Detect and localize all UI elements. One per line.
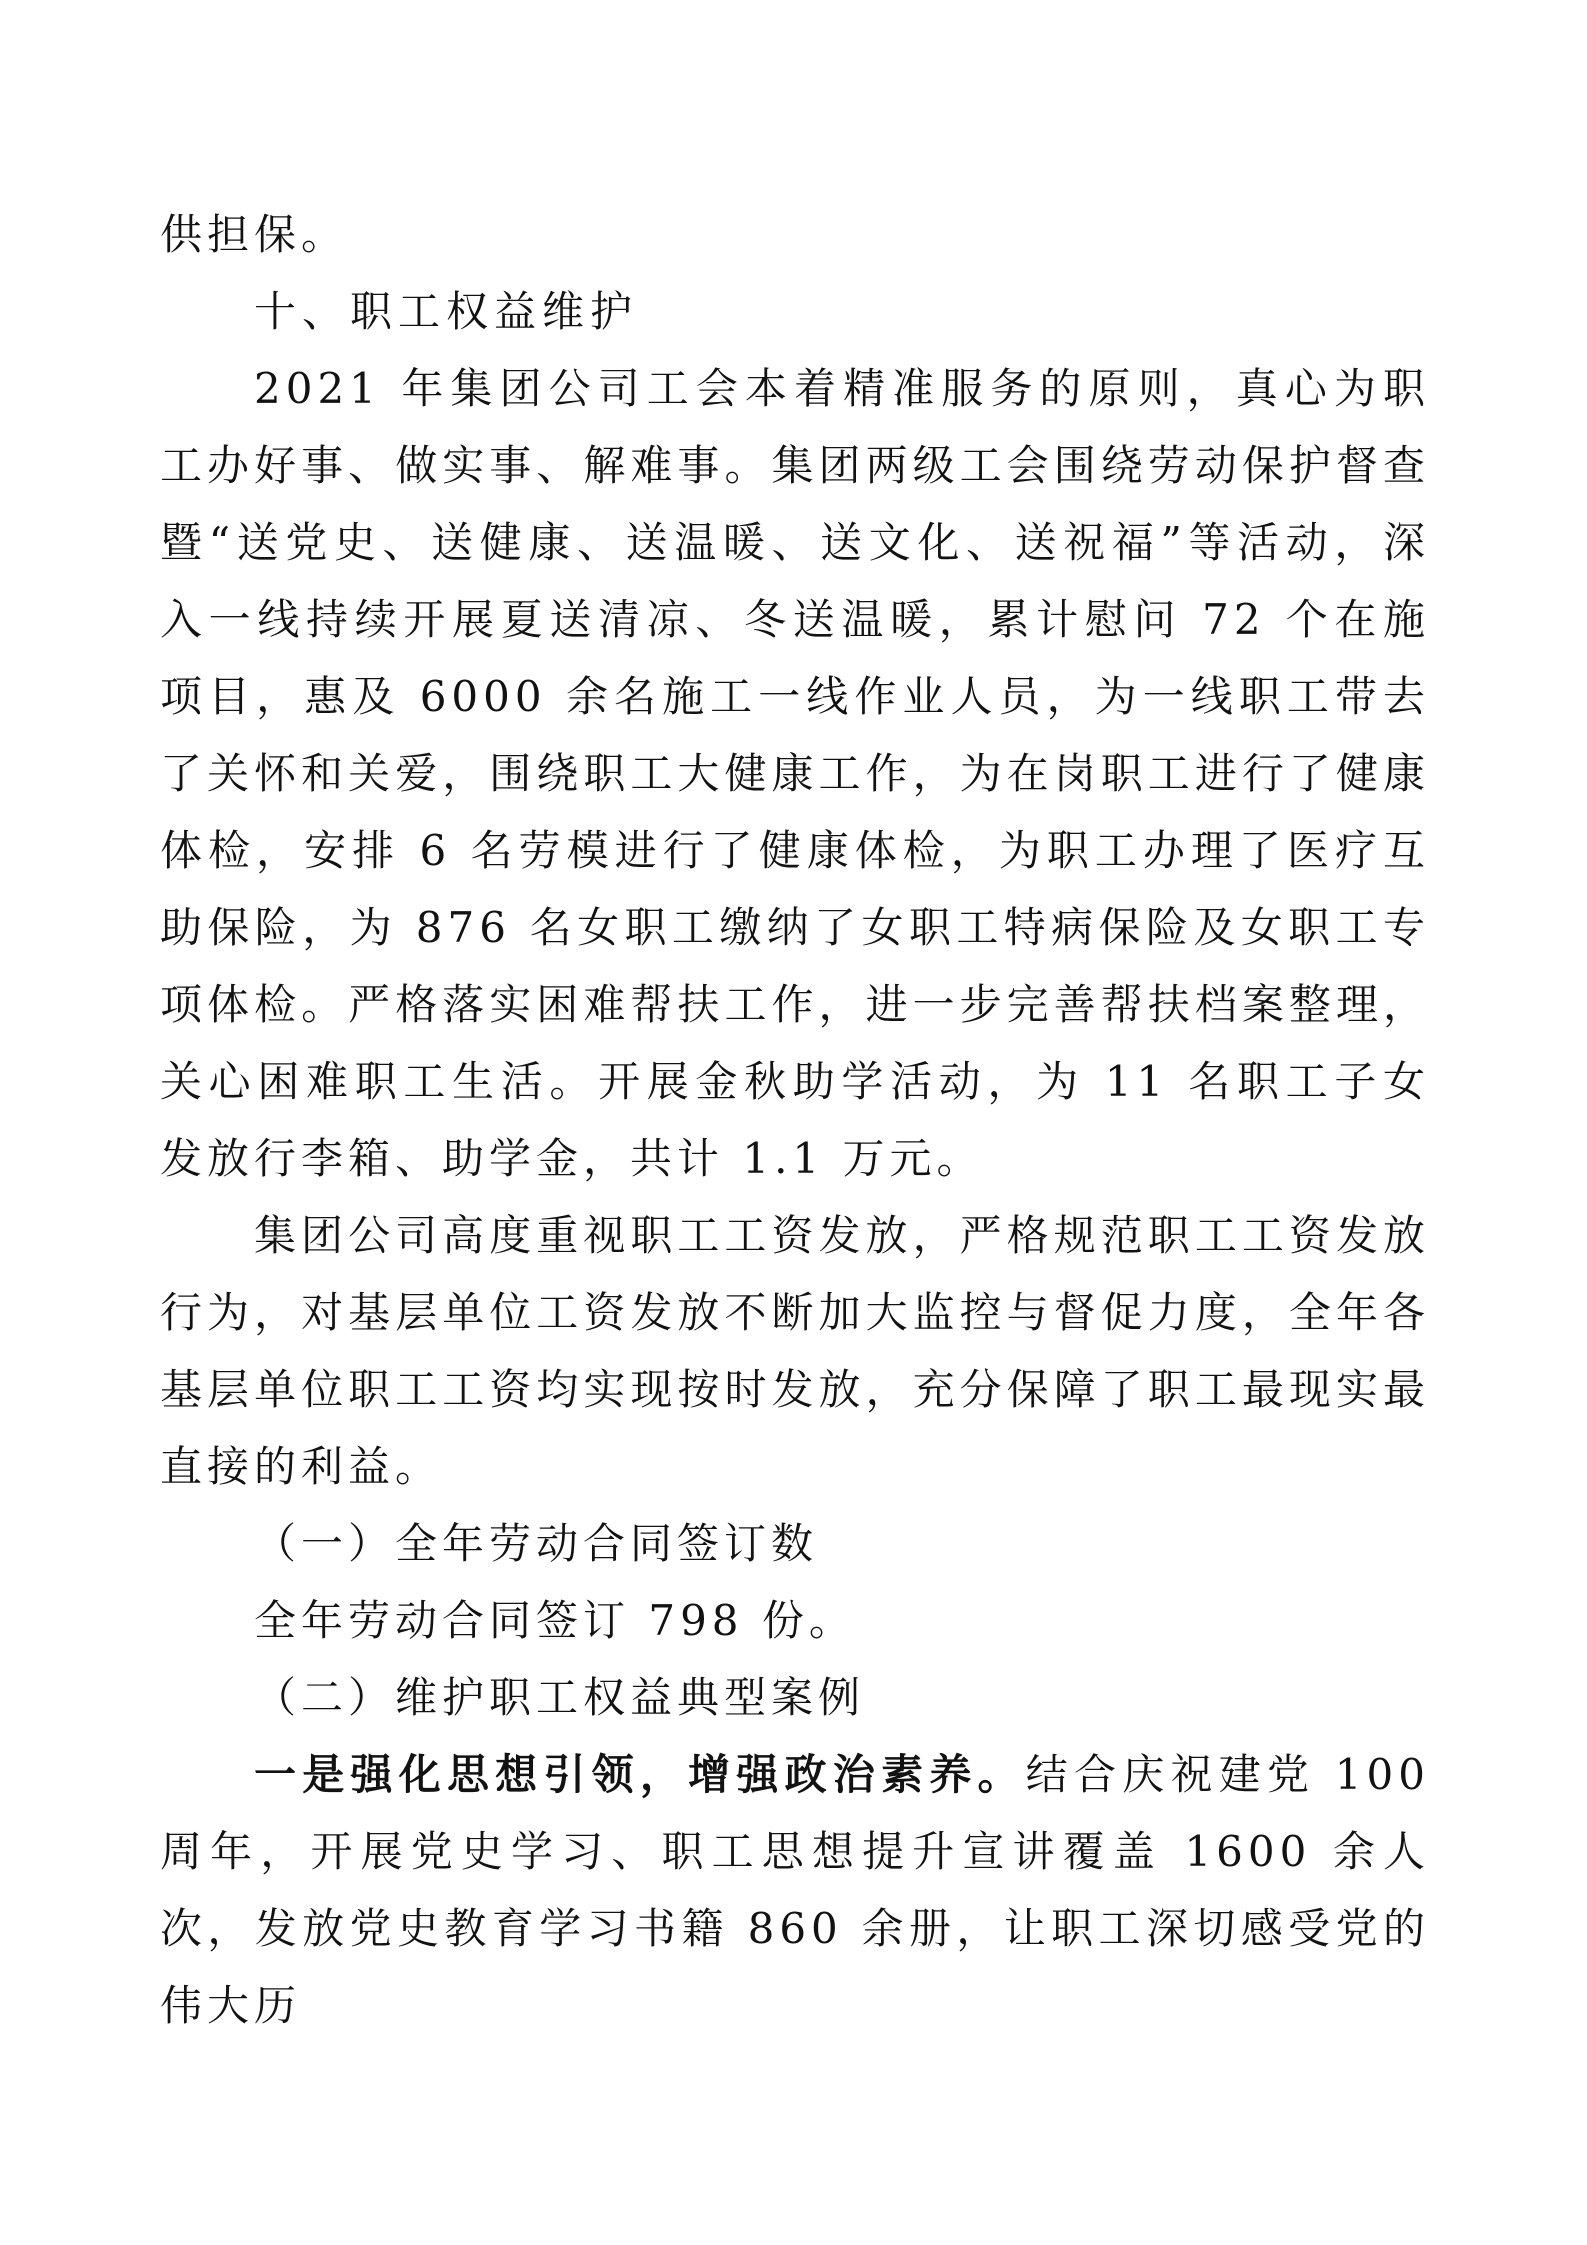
case-one-lead-text: 一是强化思想引领，增强政治素养。 [254,1750,1026,1799]
paragraph-wage-payment: 集团公司高度重视职工工资发放，严格规范职工工资发放行为，对基层单位工资发放不断加大监控与督促力度，全年各基层单位职工工资均实现按时发放，充分保障了职工最现实最直接的利益。 [160,1211,1430,1491]
paragraph-union-service: 2021 年集团公司工会本着精准服务的原则，真心为职工办好事、做实事、解难事。集团两级工会围绕劳动保护督查暨“送党史、送健康、送温暖、送文化、送祝福”等活动，深入一线持续开展夏送清凉、冬送温暖，累计慰问 72 个在施项目，惠及 6000 余名施工一线作业人员，为一线职工带去了关怀和关爱，围绕职工大健康工作，为在岗职工进行了健康体检，安排 6 名劳模进行了健康体检，为职工办理了医疗互助保险，为 876 名女职工缴纳了女职工特病保险及女职工专项体检。严格落实困难帮扶工作，进一步完善帮扶档案整理，关心困难职工生活。开展金秋助学活动，为 11 名职工子女发放行李箱、助学金，共计 1.1 万元。 [160,364,1430,1183]
paragraph-contract-count: 全年劳动合同签订 798 份。 [254,1596,856,1645]
subheading-labor-contracts: （一）全年劳动合同签订数 [254,1519,819,1568]
paragraph-continuation: 供担保。 [160,210,349,259]
case-one-body-text: 结合庆祝建党 100 周年，开展党史学习、职工思想提升宣讲覆盖 1600 余人次，发放党史教育学习书籍 860 余册，让职工深切感受党的伟大历 [160,1750,1430,2030]
paragraph-case-one [160,1736,1430,2044]
subheading-typical-cases: （二）维护职工权益典型案例 [254,1673,866,1722]
section-heading-employee-rights: 十、职工权益维护 [254,287,639,336]
